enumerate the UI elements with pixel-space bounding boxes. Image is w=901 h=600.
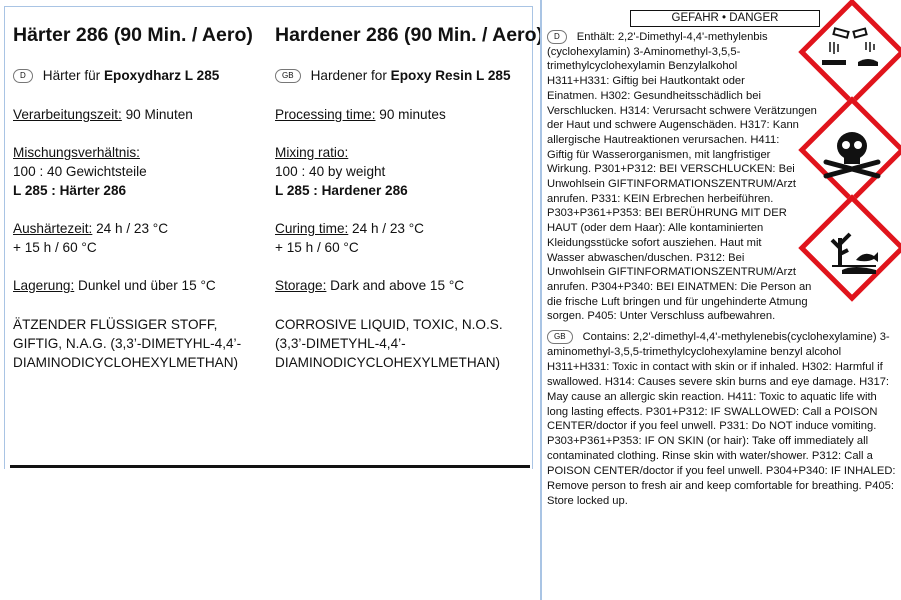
value: 90 Minuten — [121, 107, 193, 122]
safety-text: CENTER/doctor if you feel unwell. P331: Do NOT induce vomiting. — [547, 420, 877, 433]
skull-crossbones-icon — [812, 110, 892, 190]
storage-de — [13, 278, 216, 293]
safety-text: anrufen. P304+P340: BEI EINATMEN: Die Person an — [547, 280, 812, 293]
safety-text: long lasting effects. P301+P312: IF SWALLOWED: Call a POISON — [547, 405, 878, 418]
mix-ratio-de: L 285 : Härter 286 — [13, 183, 127, 198]
safety-text: HAUT (oder dem Haar): Alle kontaminierten — [547, 222, 764, 235]
safety-line — [547, 464, 896, 478]
safety-line — [547, 375, 889, 389]
corrosion-icon — [812, 12, 892, 92]
safety-line — [547, 280, 811, 294]
curing-en — [275, 221, 424, 236]
subtitle-product: Epoxy Resin L 285 — [390, 68, 511, 83]
safety-line — [547, 345, 841, 359]
safety-line — [547, 449, 873, 463]
safety-text: (cyclohexylamin) 3-Aminomethyl-3,5,5- — [547, 45, 741, 58]
safety-text: anrufen. P331: KEIN Erbrechen herbeiführen. — [547, 192, 774, 205]
value: Dark and above 15 °C — [326, 278, 465, 293]
safety-line — [547, 148, 770, 162]
curing-2-de: + 15 h / 60 °C — [13, 240, 97, 255]
subtitle-product: Epoxydharz L 285 — [103, 68, 220, 83]
safety-text: Enthält: 2,2'-Dimethyl-4,4'-methylenbis — [576, 31, 768, 43]
label: Lagerung: — [13, 278, 75, 293]
label: Aushärtezeit: — [13, 221, 93, 236]
safety-text: POISON CENTER/doctor if you feel unwell. P304+P340: IF INHALED: — [547, 465, 896, 478]
danger-signal-word: GEFAHR • DANGER — [630, 10, 820, 27]
label: Storage: — [275, 278, 327, 293]
safety-line — [547, 104, 817, 118]
safety-line — [547, 133, 779, 147]
safety-line — [547, 236, 762, 250]
safety-text: die frische Luft bringen und für ungehinderte Atmung — [547, 295, 808, 308]
safety-text: Store locked up. — [547, 494, 628, 507]
safety-text: contaminated clothing. Rinse skin with water/shower. P312: Call a — [547, 450, 873, 463]
lang-badge-gb: GB — [275, 69, 301, 83]
hazard-line: CORROSIVE LIQUID, TOXIC, N.O.S. — [275, 317, 503, 332]
safety-text: Unwohlsein GIFTINFORMATIONSZENTRUM/Arzt — [547, 266, 797, 279]
safety-text: aminomethyl-3,5,5-trimethylcyclohexylamine benzyl alcohol — [547, 345, 842, 358]
curing-2-en: + 15 h / 60 °C — [275, 240, 359, 255]
safety-text: Wasser abwaschen/duschen. P312: Bei — [547, 251, 745, 264]
safety-line — [547, 45, 740, 59]
subtitle-prefix: Härter für — [42, 68, 104, 83]
safety-line — [547, 59, 737, 73]
safety-line — [547, 494, 628, 508]
subtitle-de — [13, 68, 219, 83]
subtitle-en — [275, 68, 511, 83]
safety-line — [547, 434, 868, 448]
safety-line — [547, 89, 761, 103]
safety-text: May cause an allergic skin reaction. H411: Toxic to aquatic life with — [547, 390, 877, 403]
mix-value-de: 100 : 40 Gewichtsteile — [13, 164, 147, 179]
safety-line — [547, 309, 775, 323]
curing-de — [13, 221, 168, 236]
safety-text: swallowed. H314: Causes severe skin burns and eye damage. H317: — [547, 375, 890, 388]
safety-text: Unwohlsein GIFTINFORMATIONSZENTRUM/Arzt — [547, 178, 797, 190]
safety-text: sorgen. P405: Unter Verschluss aufbewahren. — [547, 310, 776, 323]
safety-text: P303+P361+P353: IF ON SKIN (or hair): Take off immediately all — [547, 435, 869, 448]
label: Processing time: — [275, 107, 376, 122]
safety-text: Contains: 2,2'-dimethyl-4,4'-methylenebis(cyclohexylamine) 3- — [582, 331, 890, 343]
safety-text: der Haut und schwere Augenschäden. H317: Kann — [547, 119, 799, 132]
lang-badge-de: D — [13, 69, 33, 83]
safety-line — [547, 74, 745, 88]
value: 90 minutes — [375, 107, 446, 122]
safety-line — [547, 360, 883, 374]
safety-line — [547, 30, 768, 44]
safety-line — [547, 390, 877, 404]
hazard-line: DIAMINODICYCLOHEXYLMETHAN) — [275, 355, 501, 370]
mix-label-en: Mixing ratio: — [275, 145, 349, 160]
product-title-de: Härter 286 (90 Min. / Aero) — [13, 24, 253, 46]
safety-line — [547, 479, 894, 493]
label: Curing time: — [275, 221, 349, 236]
safety-line — [547, 405, 878, 419]
lang-badge-gb: GB — [547, 330, 573, 344]
value: Dunkel und über 15 °C — [74, 278, 216, 293]
hazard-line: DIAMINODICYCLOHEXYLMETHAN) — [13, 355, 239, 370]
safety-text: H311+H331: Toxic in contact with skin or if inhaled. H302: Harmful if — [547, 360, 883, 373]
safety-line — [547, 192, 773, 206]
safety-text: Einatmen. H302: Gesundheitsschädlich bei — [547, 89, 761, 102]
safety-line — [547, 295, 808, 309]
label: Verarbeitungszeit: — [13, 107, 122, 122]
safety-line — [547, 419, 876, 433]
safety-text: trimethylcyclohexylamin Benzylalkohol — [547, 60, 738, 73]
value: 24 h / 23 °C — [92, 221, 169, 236]
safety-line — [547, 251, 744, 265]
safety-line — [547, 265, 796, 279]
safety-text: P303+P361+P353: BEI BERÜHRUNG MIT DER — [547, 207, 787, 220]
safety-line — [547, 177, 796, 191]
safety-text: Verschlucken. H314: Verursacht schwere Verätzungen — [547, 104, 817, 117]
safety-text: H311+H331: Giftig bei Hautkontakt oder — [547, 75, 745, 88]
divider — [10, 465, 530, 468]
safety-text: Wirkung. P301+P312: BEI VERSCHLUCKEN: Bei — [547, 163, 795, 176]
value: 24 h / 23 °C — [348, 221, 424, 236]
safety-line — [547, 221, 763, 235]
safety-text: Kleidungsstücke sofort ausziehen. Haut mit — [547, 236, 762, 249]
subtitle-prefix: Hardener for — [310, 68, 391, 83]
mix-label-de: Mischungsverhältnis: — [13, 145, 140, 160]
product-title-en: Hardener 286 (90 Min. / Aero) — [275, 24, 544, 46]
safety-text: Remove person to fresh air and keep comfortable for breathing. P405: — [547, 480, 895, 492]
safety-text: Giftig für Wasserorganismen, mit langfristiger — [547, 148, 771, 161]
mix-ratio-en: L 285 : Hardener 286 — [275, 183, 408, 198]
mix-value-en: 100 : 40 by weight — [275, 164, 386, 179]
processing-time-de — [13, 107, 193, 122]
hazard-line: (3,3’-DIMETYHL-4,4’- — [275, 336, 406, 351]
lang-badge-de: D — [547, 30, 567, 44]
environment-hazard-icon — [812, 208, 892, 288]
storage-en — [275, 278, 464, 293]
safety-line — [547, 162, 795, 176]
safety-line — [547, 118, 799, 132]
safety-line — [547, 206, 787, 220]
hazard-line: GIFTIG, N.A.G. (3,3’-DIMETYHL-4,4’- — [13, 336, 242, 351]
processing-time-en — [275, 107, 446, 122]
safety-text: allergische Hautreaktionen verursachen. H411: — [547, 133, 780, 146]
hazard-line: ÄTZENDER FLÜSSIGER STOFF, — [13, 317, 218, 332]
safety-line — [547, 330, 890, 344]
